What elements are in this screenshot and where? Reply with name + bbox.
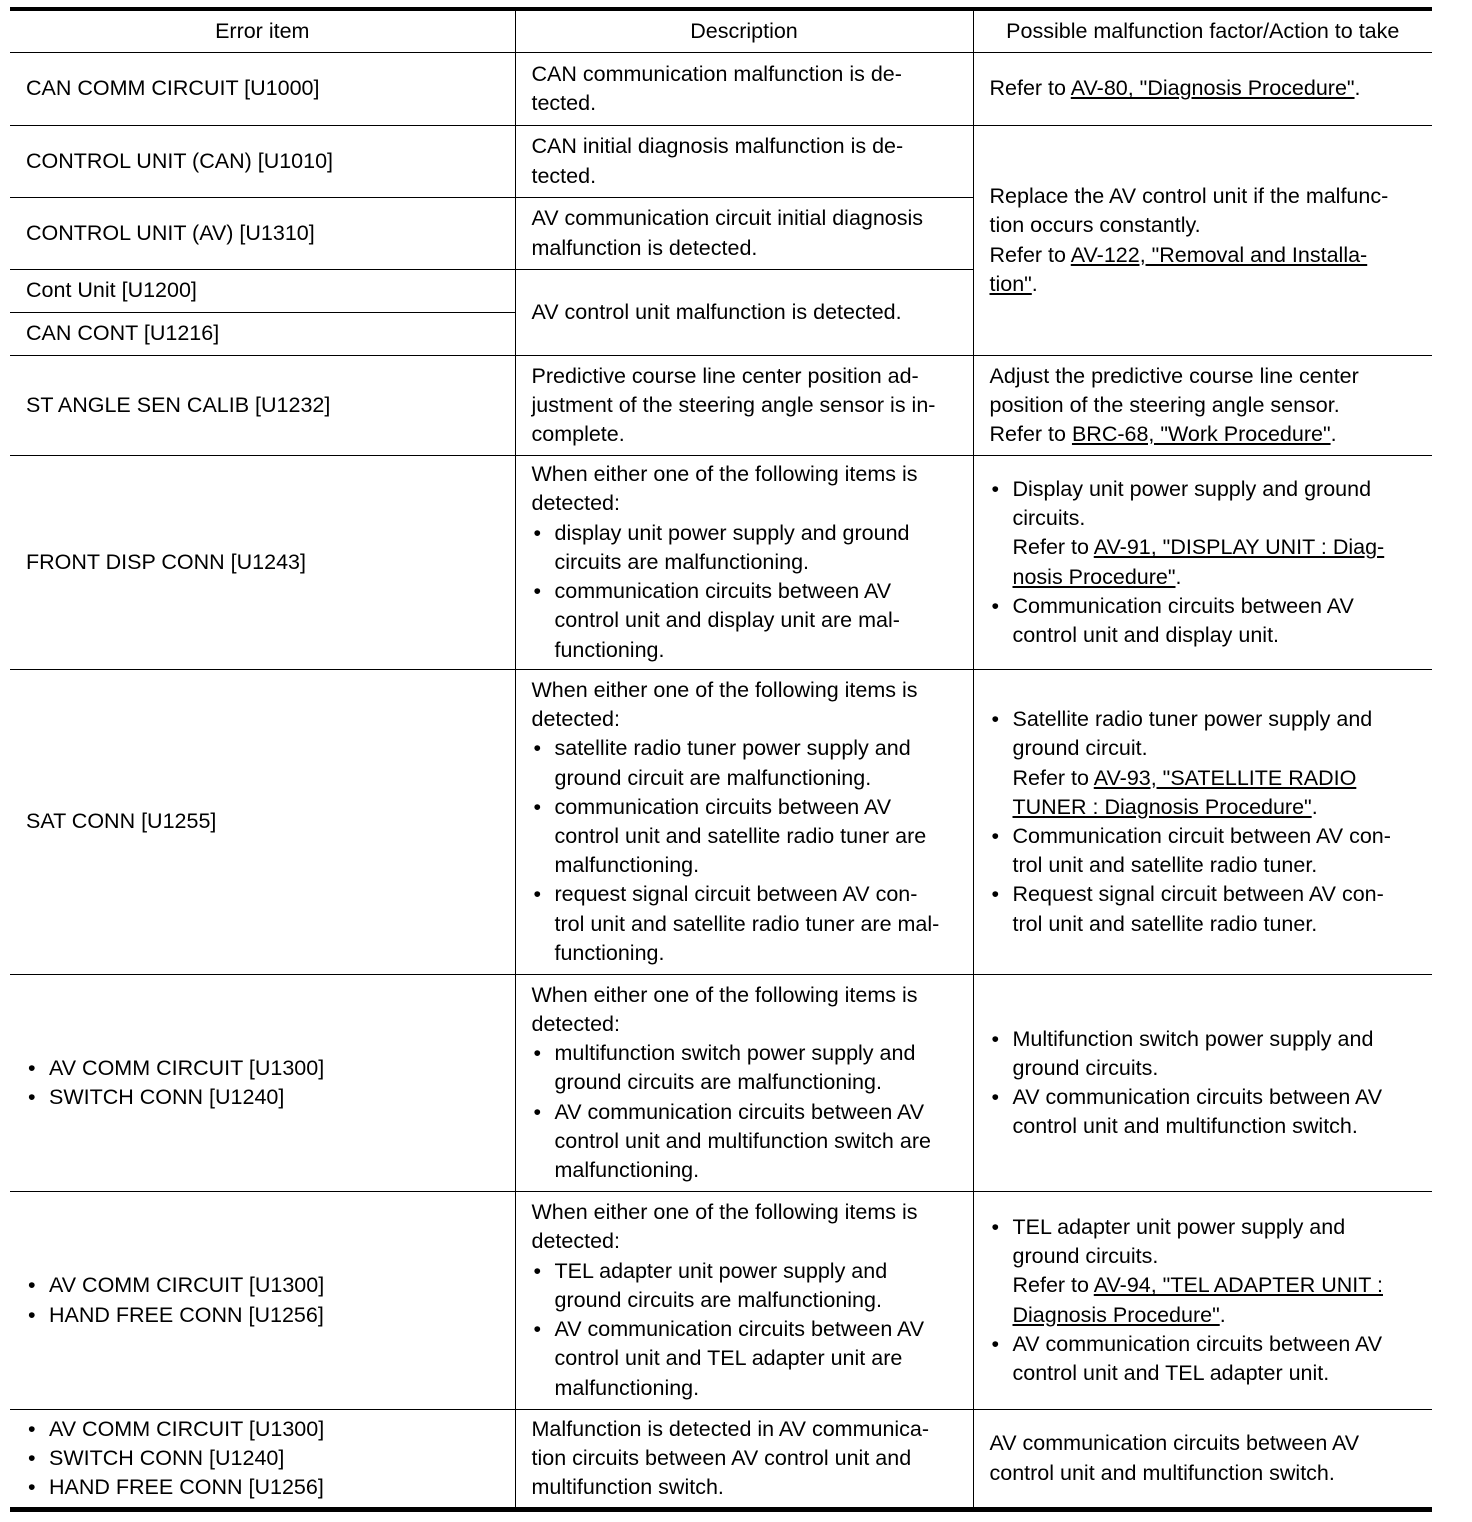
bullet-line: control unit and satellite radio tuner are (554, 824, 927, 848)
bullet-line: • request signal circuit between AV con- (554, 882, 918, 907)
description-line: Malfunction is detected in AV communica- (531, 1416, 930, 1441)
bullet-line: malfunctioning. (554, 1158, 700, 1182)
error-item-bullet: • AV COMM CIRCUIT [U1300] (26, 1271, 507, 1300)
satellite-radio-diagnosis-link-cont[interactable]: TUNER : Diagnosis Procedure" (1012, 794, 1312, 819)
bullet-line: • TEL adapter unit power supply and (554, 1258, 888, 1283)
error-item-cell: ST ANGLE SEN CALIB [U1232] (10, 356, 515, 456)
refer-to-text: Refer to (989, 76, 1071, 101)
description-line: tected. (531, 163, 597, 188)
description-line: detected: (531, 491, 620, 516)
bullet-line: trol unit and satellite radio tuner. (1012, 911, 1318, 936)
description-bullet (532, 1098, 965, 1186)
removal-installation-link[interactable]: AV-122, "Removal and Installa- (1070, 242, 1368, 267)
tel-adapter-diagnosis-link[interactable]: AV-94, "TEL ADAPTER UNIT : (1093, 1273, 1383, 1298)
error-item-cell: SAT CONN [U1255] (10, 670, 515, 975)
period: . (1330, 422, 1337, 447)
error-item-list (26, 1271, 507, 1329)
error-item-cell: FRONT DISP CONN [U1243] (10, 456, 515, 670)
error-item-bullet: • AV COMM CIRCUIT [U1300] (26, 1054, 507, 1083)
error-item-bullet: • SWITCH CONN [U1240] (26, 1083, 507, 1112)
period: . (1219, 1302, 1226, 1327)
display-unit-diagnosis-link-cont[interactable]: nosis Procedure" (1012, 564, 1176, 589)
description-cell (515, 975, 973, 1192)
refer-to-text: Refer to (1012, 1273, 1094, 1298)
description-line: When either one of the following items is (531, 462, 918, 487)
description-bullet (532, 577, 965, 665)
description-bullet (532, 1315, 965, 1403)
work-procedure-link[interactable]: BRC-68, "Work Procedure" (1071, 422, 1331, 447)
action-line: position of the steering angle sensor. (989, 392, 1340, 417)
bullet-line: • display unit power supply and ground (554, 520, 910, 545)
bullet-line: • communication circuits between AV (554, 579, 892, 604)
error-item-cell (10, 1192, 515, 1410)
action-bullet-list (990, 1025, 1425, 1142)
table-row (10, 1192, 1432, 1410)
action-ref-line (1013, 1301, 1425, 1330)
action-ref-line (990, 420, 1425, 449)
action-ref-line (1013, 793, 1425, 822)
action-bullet-list (990, 1213, 1425, 1388)
action-bullet (990, 1213, 1425, 1330)
error-item-table (10, 7, 1432, 1512)
bullet-line: functioning. (554, 637, 665, 662)
bullet-line: • AV communication circuits between AV (1012, 1085, 1383, 1109)
refer-to-text: Refer to (1012, 535, 1094, 560)
description-bullet-list (532, 1257, 965, 1403)
description-bullet (532, 880, 965, 968)
description-line: multifunction switch. (531, 1475, 724, 1500)
description-bullet-list (532, 734, 965, 968)
action-line: tion occurs constantly. (989, 213, 1201, 238)
action-cell-merged (973, 126, 1432, 356)
bullet-line: control unit and multifunction switch. (1012, 1114, 1358, 1139)
bullet-line: malfunctioning. (554, 1375, 700, 1400)
bullet-line: circuits are malfunctioning. (554, 549, 810, 574)
action-bullet (990, 705, 1425, 822)
description-cell (515, 126, 973, 198)
description-bullet (532, 793, 965, 881)
bullet-line: • AV communication circuits between AV (554, 1317, 925, 1342)
bullet-line: functioning. (554, 940, 665, 965)
action-bullet (990, 1025, 1425, 1083)
description-line: AV communication circuit initial diagnosis (531, 206, 924, 231)
error-item-cell: Cont Unit [U1200] (10, 270, 515, 313)
refer-to-text: Refer to (989, 422, 1072, 447)
description-line: malfunction is detected. (531, 235, 758, 260)
header-error-item: Error item (10, 9, 515, 53)
description-line: When either one of the following items is (531, 677, 918, 702)
error-item-cell (10, 975, 515, 1192)
bullet-line: • AV communication circuits between AV (554, 1099, 925, 1124)
action-ref-line (990, 270, 1425, 299)
refer-to-text: Refer to (1012, 765, 1094, 790)
bullet-line: ground circuits. (1012, 1244, 1159, 1269)
bullet-line: control unit and multifunction switch are (554, 1128, 931, 1153)
error-item-cell: CAN CONT [U1216] (10, 313, 515, 356)
action-cell (973, 670, 1432, 975)
bullet-line: • communication circuits between AV (554, 794, 892, 819)
description-bullet-list (532, 1039, 965, 1185)
bullet-line: trol unit and satellite radio tuner are mal- (554, 911, 940, 936)
bullet-line: • multifunction switch power supply and (554, 1041, 916, 1066)
description-bullet (532, 1039, 965, 1097)
bullet-line: ground circuit are malfunctioning. (554, 765, 872, 790)
header-action: Possible malfunction factor/Action to take (973, 9, 1432, 53)
period: . (1311, 794, 1318, 819)
bullet-line: trol unit and satellite radio tuner. (1012, 853, 1318, 878)
action-bullet-list (990, 705, 1425, 939)
action-cell (973, 975, 1432, 1192)
tel-adapter-diagnosis-link-cont[interactable]: Diagnosis Procedure" (1012, 1302, 1220, 1327)
description-cell (515, 198, 973, 270)
table-row (10, 126, 1432, 198)
bullet-line: ground circuit. (1012, 736, 1148, 761)
bullet-line: ground circuits. (1012, 1055, 1159, 1080)
action-cell (973, 1192, 1432, 1410)
bullet-line: control unit and display unit. (1012, 622, 1280, 647)
description-line: CAN communication malfunction is de- (531, 61, 902, 86)
error-item-bullet: • SWITCH CONN [U1240] (26, 1444, 507, 1473)
error-item-bullet: • HAND FREE CONN [U1256] (26, 1301, 507, 1330)
error-item-cell: CAN COMM CIRCUIT [U1000] (10, 53, 515, 126)
description-cell (515, 1192, 973, 1410)
error-item-bullet: • AV COMM CIRCUIT [U1300] (26, 1415, 507, 1444)
table-row (10, 1410, 1432, 1510)
description-line: When either one of the following items is (531, 1200, 918, 1225)
action-bullet (990, 1330, 1425, 1388)
description-line: CAN initial diagnosis malfunction is de- (531, 134, 904, 159)
description-bullet (532, 734, 965, 792)
action-ref-line (1013, 1271, 1425, 1300)
table-header-row (10, 9, 1432, 53)
bullet-line: ground circuits are malfunctioning. (554, 1287, 882, 1312)
action-line: Adjust the predictive course line center (989, 363, 1359, 388)
action-ref-line (990, 241, 1425, 270)
description-cell (515, 456, 973, 670)
bullet-line: • satellite radio tuner power supply and (554, 736, 911, 761)
action-cell (973, 1410, 1432, 1510)
description-cell-merged: AV control unit malfunction is detected. (515, 270, 973, 356)
description-cell (515, 670, 973, 975)
description-line: tion circuits between AV control unit and (531, 1445, 912, 1470)
action-bullet (990, 822, 1425, 880)
action-ref-line (1013, 764, 1425, 793)
bullet-line: ground circuits are malfunctioning. (554, 1070, 882, 1095)
action-cell (973, 456, 1432, 670)
removal-installation-link-cont[interactable]: tion" (989, 271, 1032, 296)
bullet-line: control unit and TEL adapter unit are (554, 1346, 903, 1371)
action-line: AV communication circuits between AV (989, 1431, 1360, 1456)
period: . (1175, 564, 1182, 589)
bullet-line: • TEL adapter unit power supply and (1012, 1214, 1346, 1239)
action-cell (973, 356, 1432, 456)
action-cell (973, 53, 1432, 126)
error-item-cell (10, 1410, 515, 1510)
error-item-cell: CONTROL UNIT (CAN) [U1010] (10, 126, 515, 198)
table-row (10, 975, 1432, 1192)
error-item-list (26, 1054, 507, 1112)
description-cell (515, 53, 973, 126)
bullet-line: control unit and TEL adapter unit. (1012, 1360, 1330, 1385)
bullet-line: • Multifunction switch power supply and (1012, 1026, 1374, 1051)
bullet-line: • Satellite radio tuner power supply and (1012, 707, 1373, 732)
error-item-list (26, 1415, 507, 1503)
satellite-radio-diagnosis-link[interactable]: AV-93, "SATELLITE RADIO (1093, 765, 1357, 790)
description-bullet (532, 1257, 965, 1315)
table-row (10, 456, 1432, 670)
table-row (10, 53, 1432, 126)
error-item-cell: CONTROL UNIT (AV) [U1310] (10, 198, 515, 270)
table-row (10, 670, 1432, 975)
description-bullet-list (532, 519, 965, 665)
action-ref-line (1013, 563, 1425, 592)
description-cell (515, 356, 973, 456)
bullet-line: • AV communication circuits between AV (1012, 1331, 1383, 1356)
action-line: control unit and multifunction switch. (989, 1460, 1335, 1485)
bullet-line: circuits. (1012, 506, 1086, 531)
description-line: When either one of the following items is (531, 982, 918, 1007)
description-line: detected: (531, 1229, 620, 1254)
description-bullet (532, 519, 965, 577)
table-row (10, 356, 1432, 456)
action-bullet (990, 1083, 1425, 1141)
bullet-line: • Display unit power supply and ground (1012, 476, 1372, 501)
description-cell (515, 1410, 973, 1510)
bullet-line: malfunctioning. (554, 853, 700, 878)
action-ref-line (1013, 533, 1425, 562)
action-bullet (990, 880, 1425, 938)
action-bullet (990, 592, 1425, 650)
bullet-line: • Request signal circuit between AV con- (1012, 882, 1384, 907)
description-line: complete. (531, 422, 625, 447)
diagnosis-procedure-link[interactable]: AV-80, "Diagnosis Procedure" (1070, 76, 1355, 101)
display-unit-diagnosis-link[interactable]: AV-91, "DISPLAY UNIT : Diag- (1093, 535, 1385, 560)
description-line: tected. (531, 91, 597, 115)
action-bullet (990, 475, 1425, 592)
description-line: justment of the steering angle sensor is in- (531, 392, 936, 417)
bullet-line: • Communication circuit between AV con- (1012, 824, 1391, 848)
description-line: detected: (531, 707, 620, 732)
action-line: Replace the AV control unit if the malfunc- (989, 184, 1389, 209)
bullet-line: • Communication circuits between AV (1012, 593, 1354, 618)
bullet-line: control unit and display unit are mal- (554, 608, 900, 633)
refer-to-text: Refer to (989, 242, 1071, 267)
error-item-bullet: • HAND FREE CONN [U1256] (26, 1473, 507, 1502)
description-line: Predictive course line center position ad- (531, 363, 919, 388)
description-line: detected: (531, 1011, 620, 1036)
period: . (1354, 76, 1361, 101)
period: . (1031, 271, 1038, 296)
action-bullet-list (990, 475, 1425, 650)
header-description: Description (515, 9, 973, 53)
